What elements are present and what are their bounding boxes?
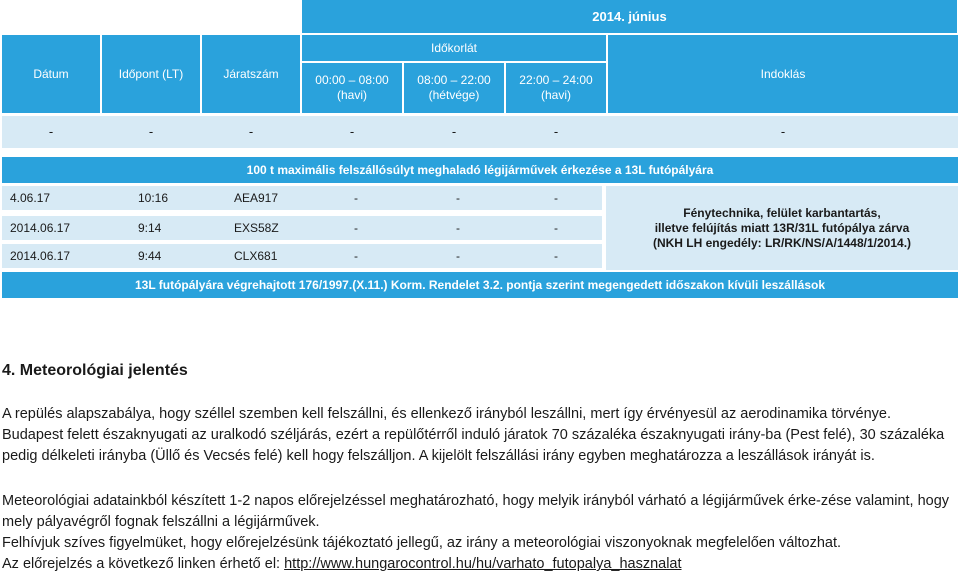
col-reason-header: Indoklás [608,35,958,113]
paragraph-link [2,554,956,575]
row-date: 2014.06.17 [10,221,71,235]
row-flight: CLX681 [234,249,278,263]
offhours-landings-band: 13L futópályára végrehajtott 176/1997.(X.11.) Korm. Rendelet 3.2. pontja szerint megengedett időszakon kívüli leszállások [2,272,958,298]
reason-line: (NKH LH engedély: LR/RK/NS/A/1448/1/2014.) [652,235,912,250]
link-prefix: Az előrejelzés a következő linken érhető el: [2,556,285,572]
paragraph-disclaimer: Felhívjuk szíves figyelmüket, hogy előrejelzésünk tájékoztató jellegű, az irány a meteorológiai viszonyoknak megfelelően változhat. [2,535,842,551]
row-time: 10:16 [138,191,169,205]
row-slot3: - [554,221,558,235]
row-time: 9:14 [138,221,162,235]
row-slot1: - [354,221,358,235]
row-flight: AEA917 [234,191,279,205]
slot3-note: (havi) [540,88,571,102]
col-slot2-header [404,63,504,113]
row-date: 2014.06.17 [10,249,71,263]
reason-cell [606,186,958,270]
forecast-link[interactable]: http://www.hungarocontrol.hu/hu/varhato_futopalya_hasznalat [284,556,682,572]
section-heading: 4. Meteorológiai jelentés [2,362,188,379]
row-slot3: - [554,249,558,263]
reason-line: illetve felújítás miatt 13R/31L futópálya zárva [654,220,910,235]
table-row [2,244,602,268]
timelimit-header: Időkorlát [302,35,606,61]
dash-cell: - [349,124,355,139]
slot1-range: 00:00 – 08:00 [315,73,389,87]
row-slot1: - [354,249,358,263]
slot2-note: (hétvége) [428,88,480,102]
reason-line: Fénytechnika, felület karbantartás, [683,205,881,220]
empty-summary-row [2,116,958,148]
dash-cell: - [451,124,457,139]
slot1-note: (havi) [336,88,367,102]
heavy-arrivals-band: 100 t maximális felszállósúlyt meghaladó légijárművek érkezése a 13L futópályára [2,157,958,183]
dash-cell: - [780,124,786,139]
row-slot2: - [456,191,460,205]
col-flight-header: Járatszám [202,35,300,113]
row-slot2: - [456,249,460,263]
table-title: 2014. június [302,0,957,33]
row-date: 4.06.17 [10,191,51,205]
col-time-header: Időpont (LT) [102,35,200,113]
row-time: 9:44 [138,249,162,263]
dash-cell: - [48,124,54,139]
paragraph-runway-rule: A repülés alapszabálya, hogy széllel szemben kell felszállni, és ellenkező irányból leszállni, mert így érvényesül az aerodinamika törvénye. Budapest felett északnyugati az uralkodó széljárás, ezért a repülőtérről induló járatok 70 százaléka északnyugati irány-ba (Pest felé), 30 százaléka pedig délkeleti irányba (Üllő és Vecsés felé) kell hogy felszálljon. A kijelölt felszállási irány egyben meghatározza a leszállások irányát is. [2,406,945,464]
dash-cell: - [148,124,154,139]
row-slot3: - [554,191,558,205]
row-flight: EXS58Z [234,221,279,235]
paragraph-forecast: Meteorológiai adatainkból készített 1-2 napos előrejelzéssel meghatározható, hogy melyik irányból várható a légijárművek érke-zése valamint, hogy mely pályavégről fognak felszállni a légijárművek. [2,493,950,530]
slot2-range: 08:00 – 22:00 [417,73,491,87]
table-row [2,186,602,210]
dash-cell: - [248,124,254,139]
row-slot2: - [456,221,460,235]
row-slot1: - [354,191,358,205]
slot3-range: 22:00 – 24:00 [519,73,593,87]
table-row [2,216,602,240]
col-slot1-header [302,63,402,113]
col-slot3-header [506,63,606,113]
col-date-header: Dátum [2,35,100,113]
dash-cell: - [553,124,559,139]
